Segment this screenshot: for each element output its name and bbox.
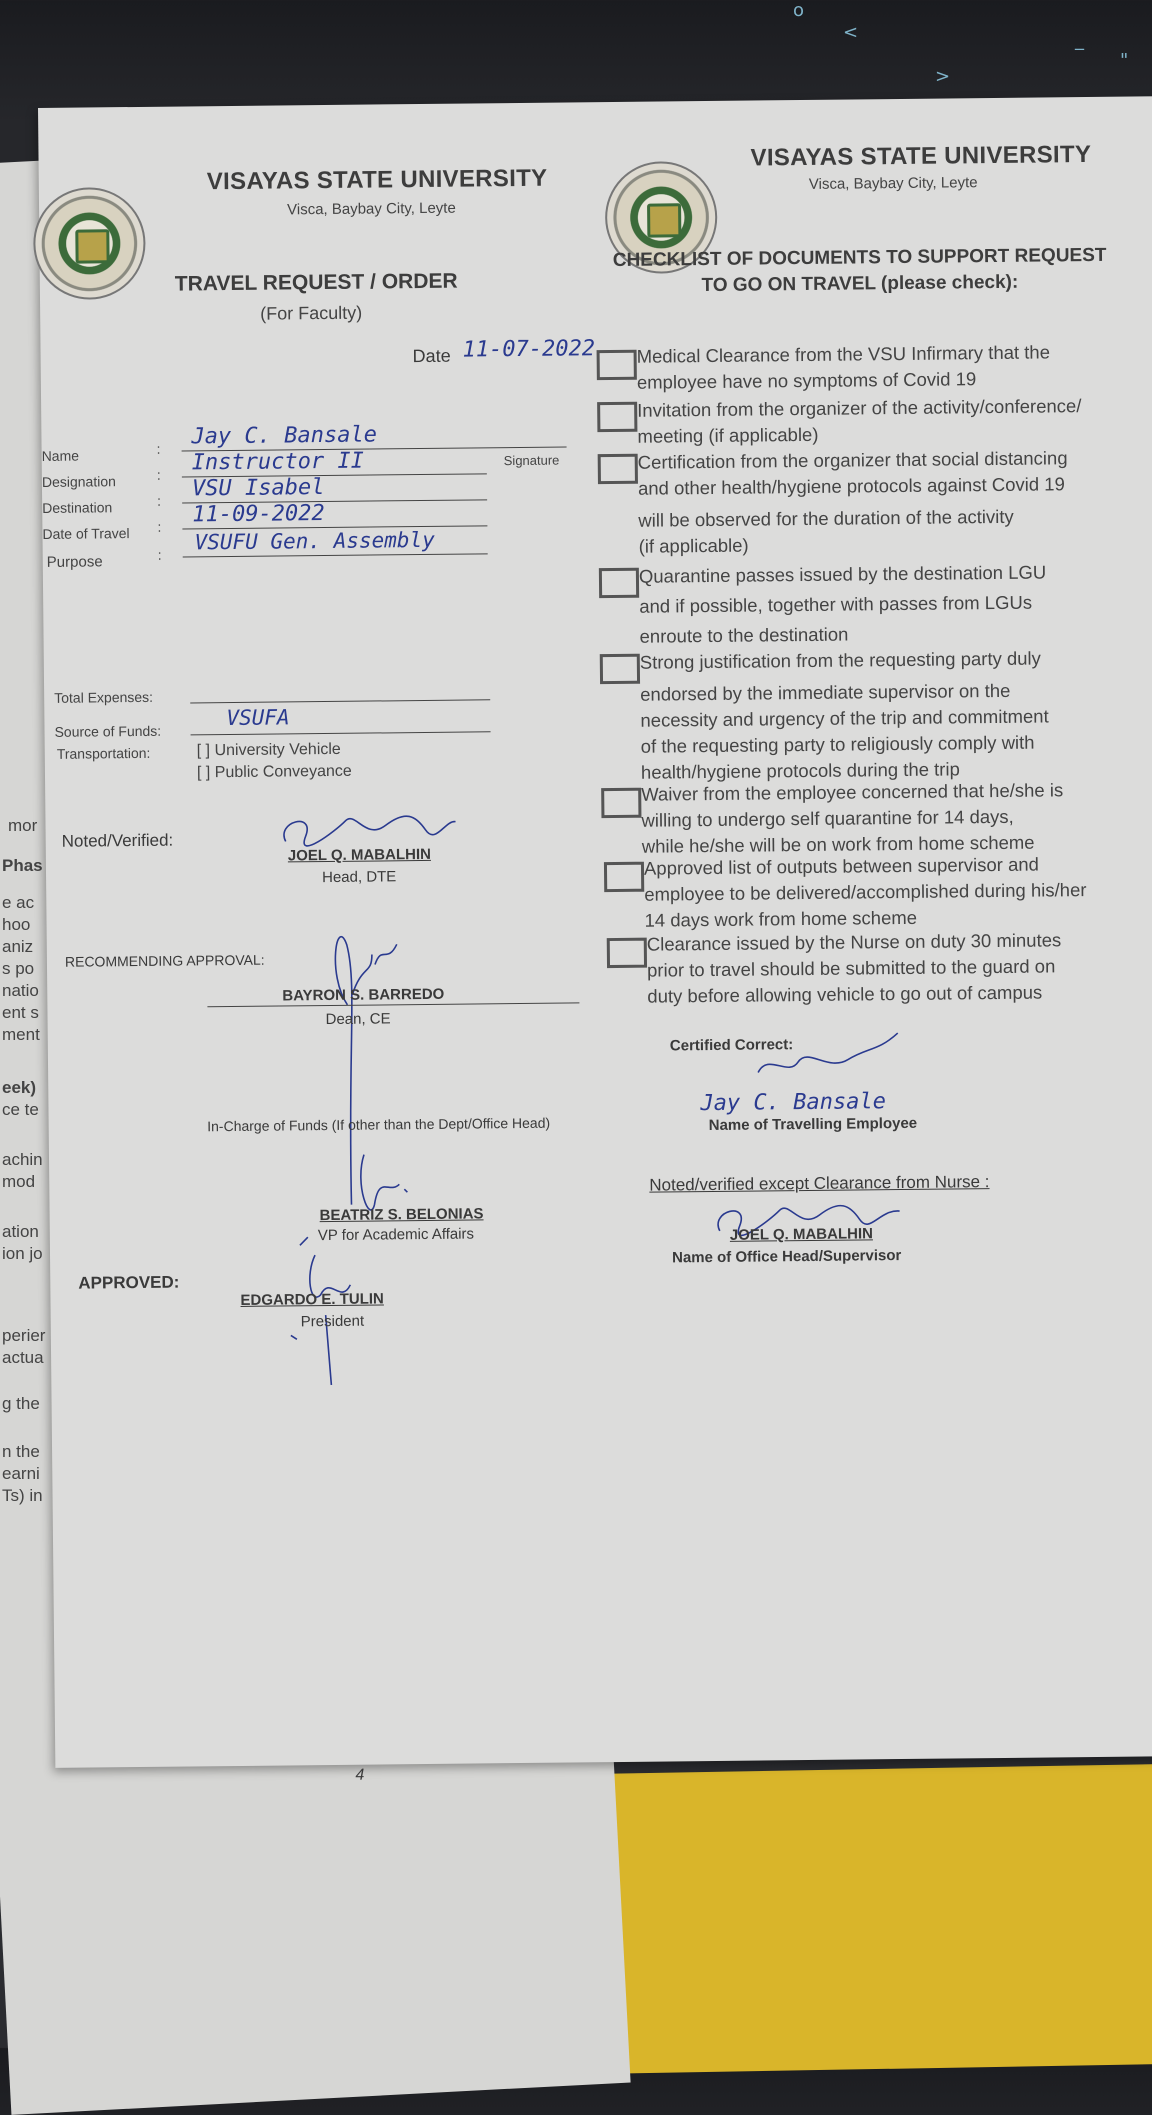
- checklist-title-line2: TO GO ON TRAVEL (please check):: [701, 271, 1019, 297]
- underlying-fragment: aniz: [2, 937, 34, 956]
- transport-option-public-conveyance: [ ] Public Conveyance: [196, 762, 352, 782]
- name-value: Jay C. Bansale: [191, 422, 378, 450]
- recommending-title: Dean, CE: [325, 1010, 391, 1029]
- checklist-item-medical-clearance: Medical Clearance from the VSU Infirmary that the employee have no symptoms of Covid 19: [636, 341, 1051, 393]
- approved-title: President: [300, 1312, 365, 1331]
- university-seal: [33, 187, 146, 300]
- funds-name: BEATRIZ S. BELONIAS: [319, 1205, 484, 1225]
- employee-signed-name: Jay C. Bansale: [700, 1089, 887, 1117]
- travel-request-subtitle: (For Faculty): [260, 302, 363, 324]
- date-value: 11-07-2022: [462, 336, 596, 363]
- checklist-title-line1: CHECKLIST OF DOCUMENTS TO SUPPORT REQUEST: [612, 244, 1107, 271]
- field-colon: :: [157, 518, 162, 535]
- checkbox-nurse-clearance[interactable]: [607, 938, 647, 968]
- destination-value: VSU Isabel: [191, 475, 325, 502]
- date-of-travel-value: 11-09-2022: [192, 501, 325, 528]
- designation-value: Instructor II: [191, 448, 365, 476]
- total-expenses-line: [190, 699, 490, 703]
- approved-label: APPROVED:: [78, 1272, 180, 1293]
- underlying-fragment: actua: [2, 1348, 44, 1367]
- checklist-item-waiver: Waiver from the employee concerned that he/she is willing to undergo self quarantine for 14 days, while he/she will be on work from home scheme: [641, 779, 1064, 857]
- date-of-travel-label: Date of Travel: [42, 525, 130, 542]
- checkbox-approved-outputs[interactable]: [604, 862, 644, 892]
- source-of-funds-label: Source of Funds:: [54, 722, 162, 740]
- name-label: Name: [41, 447, 80, 464]
- purpose-value: VSUFU Gen. Assembly: [194, 527, 435, 555]
- checklist-item-certification: Certification from the organizer that social distancing and other health/hygiene protocols against Covid 19 will be observed for the duration of the activity (if applicable): [637, 447, 1068, 557]
- underlying-fragment: g the: [2, 1394, 40, 1413]
- checklist-item-strong-justification: Strong justification from the requesting party duly endorsed by the immediate supervisor on the necessity and urgency of the trip and commitment of the requesting party to religiously comply with health/hygiene protocols during the trip: [639, 647, 1049, 783]
- travel-request-title: TRAVEL REQUEST / ORDER: [174, 269, 458, 296]
- underlying-fragment: ce te: [2, 1100, 39, 1119]
- checklist-item-quarantine-passes: Quarantine passes issued by the destination LGU and if possible, together with passes from LGUs enroute to the destination: [638, 561, 1047, 647]
- seal-emblem: [75, 229, 109, 263]
- noted-signature: [275, 810, 465, 852]
- underlying-fragment: earni: [2, 1464, 40, 1483]
- transportation-label: Transportation:: [56, 744, 151, 762]
- underlying-fragment: mod: [2, 1172, 36, 1191]
- date-label: Date: [412, 345, 451, 367]
- noted-name: JOEL Q. MABALHIN: [287, 845, 432, 865]
- approved-name: EDGARDO E. TULIN: [240, 1290, 384, 1309]
- underlying-fragment: mor: [8, 816, 38, 835]
- recommending-approval-label: RECOMMENDING APPROVAL:: [64, 951, 265, 970]
- keyboard-key-glyph: >: [935, 66, 951, 87]
- in-charge-of-funds-label: In-Charge of Funds (If other than the Dept/Office Head): [207, 1114, 551, 1135]
- destination-label: Destination: [42, 499, 113, 516]
- designation-label: Designation: [41, 473, 116, 490]
- field-colon: :: [157, 546, 162, 563]
- field-colon: :: [157, 492, 162, 509]
- right-address: Visca, Baybay City, Leyte: [808, 174, 978, 193]
- transport-option-university-vehicle: [ ] University Vehicle: [196, 740, 341, 760]
- underlying-fragment: Phas: [2, 856, 43, 875]
- right-university-name: VISAYAS STATE UNIVERSITY: [750, 140, 1092, 172]
- underlying-fragment: Ts) in: [2, 1486, 43, 1505]
- employee-signature: [748, 1031, 909, 1093]
- underlying-fragment: n the: [2, 1442, 40, 1461]
- underlying-fragment: hoo: [2, 915, 31, 934]
- page-number: 4: [355, 1766, 365, 1784]
- head-name: JOEL Q. MABALHIN: [729, 1225, 874, 1244]
- total-expenses-label: Total Expenses:: [54, 688, 154, 706]
- underlying-fragment: e ac: [2, 893, 35, 912]
- certified-correct-label: Certified Correct:: [669, 1036, 794, 1055]
- office-head-label: Name of Office Head/Supervisor: [671, 1247, 902, 1267]
- underlying-fragment: ment: [2, 1025, 40, 1044]
- checkbox-strong-justification[interactable]: [600, 654, 640, 684]
- noted-title: Head, DTE: [321, 868, 397, 887]
- field-colon: :: [156, 466, 161, 483]
- left-address: Visca, Baybay City, Leyte: [286, 199, 456, 219]
- field-colon: :: [156, 440, 161, 457]
- underlying-fragment: natio: [2, 981, 39, 1000]
- checklist-item-nurse-clearance: Clearance issued by the Nurse on duty 30 minutes prior to travel should be submitted to the guard on duty before allowing vehicle to go out of campus: [646, 929, 1062, 1007]
- noted-verified-label: Noted/Verified:: [61, 830, 174, 851]
- checklist-item-approved-outputs: Approved list of outputs between supervisor and employee to be delivered/accomplished during his/her 14 days work from home scheme: [643, 853, 1087, 931]
- funds-title: VP for Academic Affairs: [317, 1225, 475, 1245]
- travelling-employee-label: Name of Travelling Employee: [708, 1114, 918, 1135]
- checklist-item-invitation: Invitation from the organizer of the activity/conference/ meeting (if applicable): [637, 395, 1082, 447]
- checkbox-medical-clearance[interactable]: [597, 350, 637, 380]
- checkbox-waiver[interactable]: [601, 788, 641, 818]
- keyboard-key-glyph: o: [793, 0, 805, 21]
- left-university-name: VISAYAS STATE UNIVERSITY: [206, 164, 548, 196]
- keyboard-key-glyph: ": [1120, 50, 1129, 71]
- purpose-label: Purpose: [46, 553, 103, 571]
- underlying-fragment: s po: [2, 959, 35, 978]
- seal-emblem: [647, 203, 681, 237]
- travel-request-document: [38, 96, 1152, 1784]
- source-of-funds-value: VSUFA: [226, 705, 290, 731]
- checkbox-invitation[interactable]: [597, 402, 637, 432]
- keyboard-key-glyph: <: [843, 22, 859, 43]
- checkbox-quarantine-passes[interactable]: [599, 568, 639, 598]
- underlying-fragment: ion jo: [2, 1244, 43, 1263]
- underlying-fragment: ation: [2, 1222, 39, 1241]
- underlying-fragment: ent s: [2, 1003, 39, 1022]
- source-of-funds-line: [191, 731, 491, 735]
- signature-label: Signature: [503, 452, 560, 469]
- recommending-name: BAYRON S. BARREDO: [282, 985, 445, 1005]
- underlying-fragment: eek): [2, 1078, 37, 1097]
- keyboard-key-glyph: _: [1075, 30, 1084, 51]
- checkbox-certification[interactable]: [598, 454, 638, 484]
- underlying-fragment: achin: [2, 1150, 43, 1169]
- underlying-fragment: perier: [2, 1326, 46, 1345]
- noted-except-nurse-label: Noted/verified except Clearance from Nurse :: [649, 1172, 990, 1195]
